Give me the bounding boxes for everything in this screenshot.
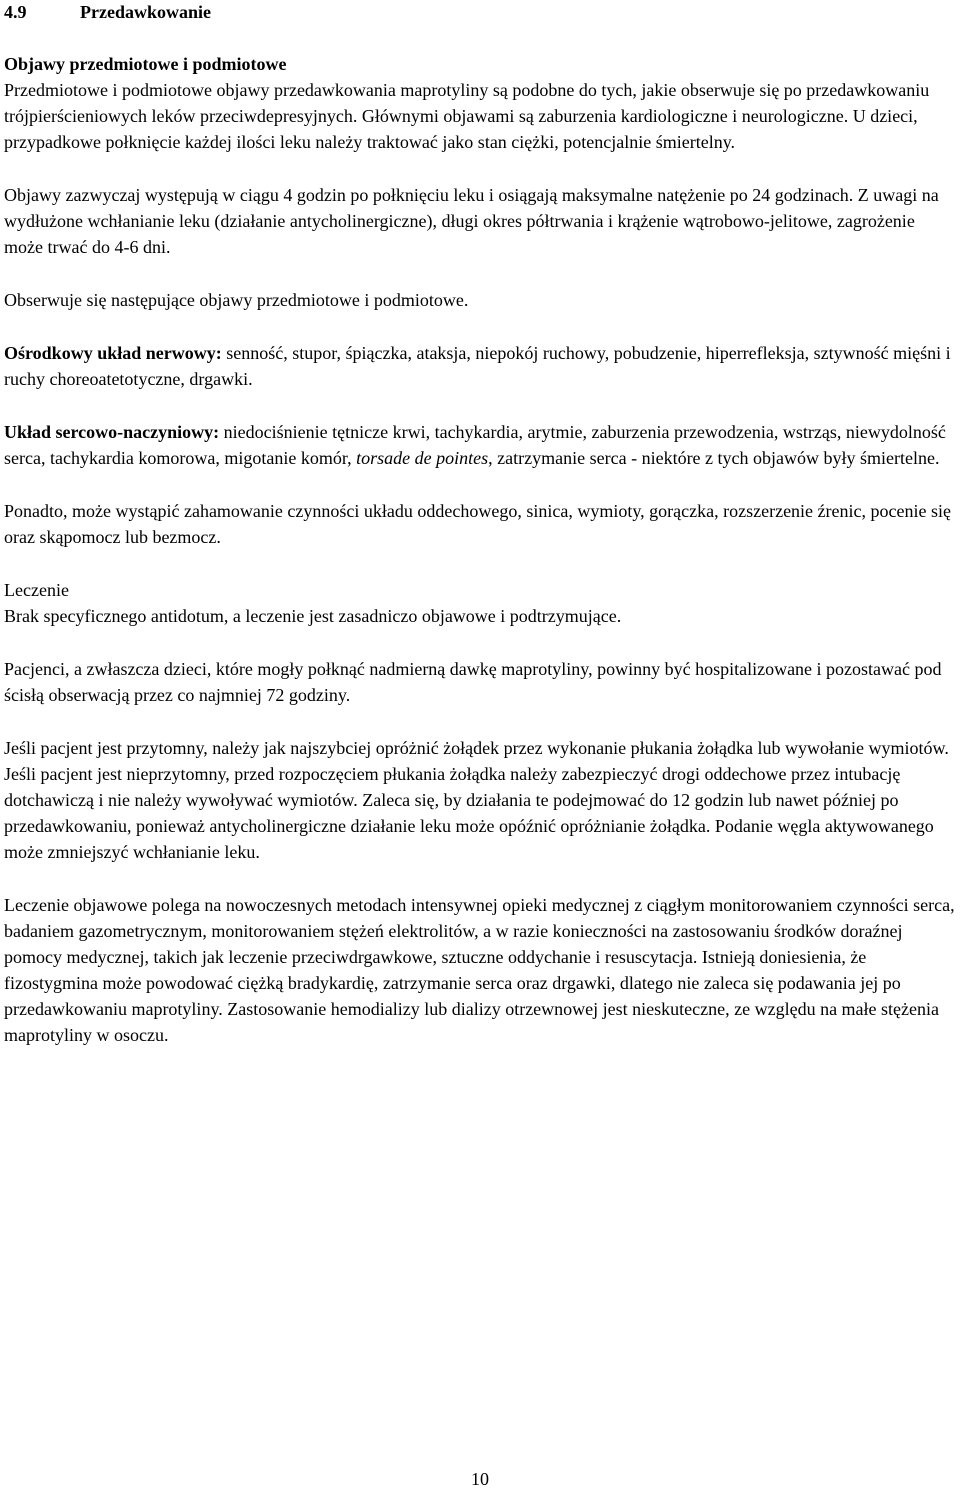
cns-symptoms-paragraph bbox=[4, 340, 956, 392]
symptoms-paragraph-2: Objawy zazwyczaj występują w ciągu 4 godzin po połknięciu leku i osiągają maksymalne natężenie po 24 godzinach. Z uwagi na wydłużone wchłanianie leku (działanie antycholinergiczne), długi okres półtrwania i krążenie wątrobowo-jelitowe, zagrożenie może trwać do 4-6 dni. bbox=[4, 185, 939, 257]
symptoms-heading: Objawy przedmiotowe i podmiotowe bbox=[4, 54, 287, 74]
symptoms-paragraph-1: Przedmiotowe i podmiotowe objawy przedawkowania maprotyliny są podobne do tych, jakie obserwuje się po przedawkowaniu trójpierścieniowych leków przeciwdepresyjnych. Głównymi objawami są zaburzenia kardiologiczne i neurologiczne. U dzieci, przypadkowe połknięcie każdej ilości leku należy traktować jako stan ciężki, potencjalnie śmiertelny. bbox=[4, 80, 930, 152]
cns-label: Ośrodkowy układ nerwowy: bbox=[4, 343, 222, 363]
other-symptoms-paragraph: Ponadto, może wystąpić zahamowanie czynności układu oddechowego, sinica, wymioty, gorączka, rozszerzenie źrenic, pocenie się oraz skąpomocz lub bezmocz. bbox=[4, 501, 951, 547]
treatment-paragraph-1: Brak specyficznego antidotum, a leczenie jest zasadniczo objawowe i podtrzymujące. bbox=[4, 606, 622, 626]
treatment-paragraph-4: Leczenie objawowe polega na nowoczesnych metodach intensywnej opieki medycznej z ciągłym monitorowaniem czynności serca, badaniem gazometrycznym, monitorowaniem stężeń elektrolitów, a w razie konieczności na zastosowaniu środków doraźnej pomocy medycznej, takich jak leczenie przeciwdrgawkowe, sztuczne oddychanie i resuscytacja. Istnieją doniesienia, że fizostygmina może powodować ciężką bradykardię, zatrzymanie serca oraz drgawki, dlatego nie zaleca się podawania jej po przedawkowaniu maprotyliny. Zastosowanie hemodializy lub dializy otrzewnowej jest nieskuteczne, ze względu na małe stężenia maprotyliny w osoczu. bbox=[4, 895, 955, 1045]
section-heading bbox=[4, 0, 956, 24]
section-number: 4.9 bbox=[4, 2, 27, 22]
symptoms-paragraph-3: Obserwuje się następujące objawy przedmiotowe i podmiotowe. bbox=[4, 290, 469, 310]
cardiovascular-symptoms-paragraph bbox=[4, 419, 956, 471]
section-title: Przedawkowanie bbox=[80, 2, 211, 22]
cardiovascular-label: Układ sercowo-naczyniowy: bbox=[4, 422, 220, 442]
cardiovascular-text-b: , zatrzymanie serca - niektóre z tych objawów były śmiertelne. bbox=[488, 448, 940, 468]
treatment-paragraph-3: Jeśli pacjent jest przytomny, należy jak najszybciej opróżnić żołądek przez wykonanie płukania żołądka lub wywołanie wymiotów. Jeśli pacjent jest nieprzytomny, przed rozpoczęciem płukania żołądka należy zabezpieczyć drogi oddechowe przez intubację dotchawiczą i nie należy wywoływać wymiotów. Zaleca się, by działania te podejmować do 12 godzin lub nawet później po przedawkowaniu, ponieważ antycholinergiczne działanie leku może opóźnić opróżnianie żołądka. Podanie węgla aktywowanego może zmniejszyć wchłanianie leku. bbox=[4, 738, 949, 862]
cns-text: senność, stupor, śpiączka, ataksja, niepokój ruchowy, pobudzenie, hiperrefleksja, sztywność mięśni i ruchy choreoatetotyczne, drgawki. bbox=[4, 343, 951, 389]
document-page bbox=[4, 0, 956, 1048]
page-number: 10 bbox=[471, 1469, 489, 1489]
treatment-paragraph-2: Pacjenci, a zwłaszcza dzieci, które mogły połknąć nadmierną dawkę maprotyliny, powinny być hospitalizowane i pozostawać pod ścisłą obserwacją przez co najmniej 72 godziny. bbox=[4, 659, 942, 705]
treatment-heading: Leczenie bbox=[4, 580, 69, 600]
cardiovascular-text-a: niedociśnienie tętnicze krwi, tachykardia, arytmie, zaburzenia przewodzenia, wstrząs, niewydolność serca, tachykardia komorowa, migotanie komór, bbox=[4, 422, 946, 468]
cardiovascular-italic: torsade de pointes bbox=[356, 448, 489, 468]
